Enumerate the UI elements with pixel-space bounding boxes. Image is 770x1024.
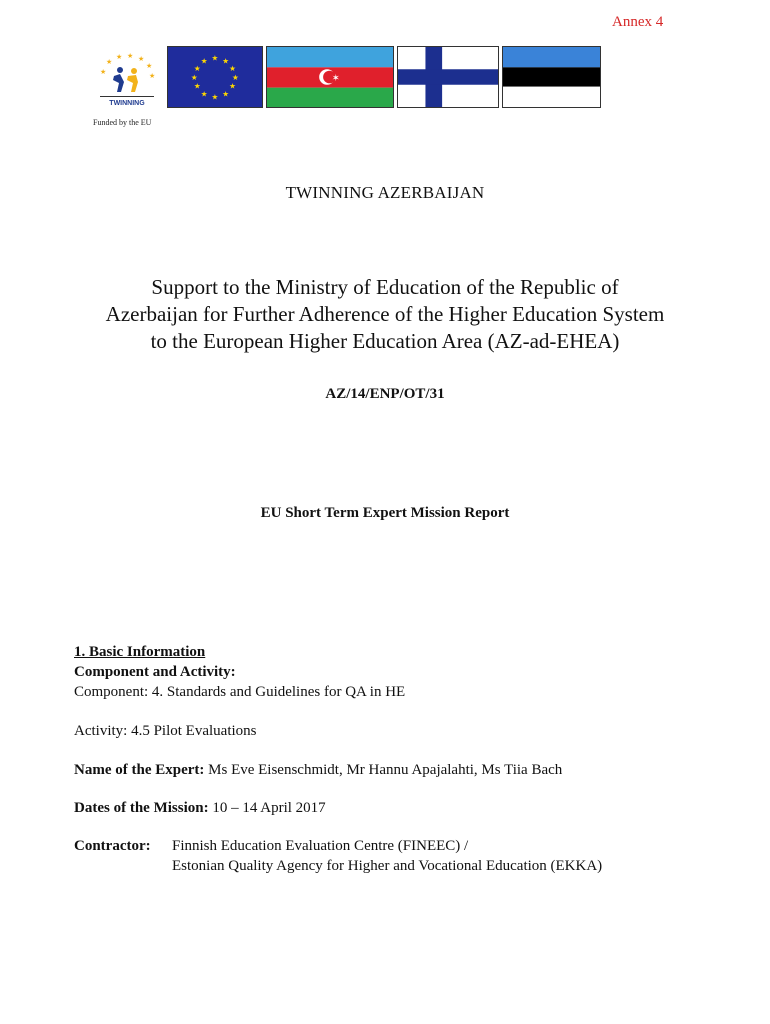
svg-text:★: ★ xyxy=(211,92,219,102)
program-title: TWINNING AZERBAIJAN xyxy=(285,183,485,202)
funded-by-eu: Funded by the EU xyxy=(93,118,152,127)
dates-label: Dates of the Mission: xyxy=(74,800,209,816)
twinning-logo xyxy=(94,52,160,108)
svg-text:★: ★ xyxy=(127,52,134,60)
svg-text:★: ★ xyxy=(106,58,113,66)
logo-text: TWINNING xyxy=(109,100,145,107)
dates-row xyxy=(74,798,326,818)
svg-text:★: ★ xyxy=(222,56,230,66)
project-title-line: to the European Higher Education Area (AZ-ad-EHEA) xyxy=(150,329,620,353)
svg-text:✶: ✶ xyxy=(331,72,341,84)
project-title-line: Azerbaijan for Further Adherence of the Higher Education System xyxy=(105,302,665,326)
svg-text:★: ★ xyxy=(229,81,237,91)
contractor-line: Finnish Education Evaluation Centre (FINEEC) / xyxy=(172,838,469,854)
dates-value: 10 – 14 April 2017 xyxy=(208,800,326,816)
svg-text:★: ★ xyxy=(116,53,123,61)
project-title-line: Support to the Ministry of Education of the Republic of xyxy=(151,275,619,299)
svg-text:★: ★ xyxy=(200,56,208,66)
svg-text:★: ★ xyxy=(146,62,153,70)
project-code: AZ/14/ENP/OT/31 xyxy=(325,386,445,402)
svg-text:★: ★ xyxy=(193,81,201,91)
svg-text:★: ★ xyxy=(138,55,145,63)
section-heading: 1. Basic Information xyxy=(74,644,206,660)
svg-text:★: ★ xyxy=(190,72,198,82)
eu-flag-icon xyxy=(167,46,263,108)
finland-flag-icon xyxy=(397,46,499,108)
expert-row xyxy=(74,760,562,780)
svg-text:★: ★ xyxy=(229,64,237,74)
svg-text:★: ★ xyxy=(149,72,156,80)
contractor-row xyxy=(74,836,602,876)
annex-label: Annex 4 xyxy=(612,14,664,30)
expert-value: Ms Eve Eisenschmidt, Mr Hannu Apajalahti, Ms Tiia Bach xyxy=(204,762,563,778)
component-text: Component: 4. Standards and Guidelines for QA in HE xyxy=(74,684,406,700)
azerbaijan-flag-icon xyxy=(266,46,394,108)
svg-text:★: ★ xyxy=(232,72,240,82)
svg-text:★: ★ xyxy=(100,68,107,76)
contractor-label: Contractor: xyxy=(74,838,151,854)
svg-text:★: ★ xyxy=(200,89,208,99)
component-activity-heading: Component and Activity: xyxy=(74,664,236,680)
svg-text:★: ★ xyxy=(193,64,201,74)
logo-stars-icon xyxy=(100,52,155,80)
estonia-flag-icon xyxy=(502,46,601,108)
contractor-line: Estonian Quality Agency for Higher and Vocational Education (EKKA) xyxy=(172,858,603,874)
svg-text:★: ★ xyxy=(222,89,230,99)
report-title: EU Short Term Expert Mission Report xyxy=(260,505,510,521)
activity-text: Activity: 4.5 Pilot Evaluations xyxy=(74,723,257,739)
project-title xyxy=(0,274,770,355)
svg-text:★: ★ xyxy=(211,53,219,63)
expert-label: Name of the Expert: xyxy=(74,762,205,778)
